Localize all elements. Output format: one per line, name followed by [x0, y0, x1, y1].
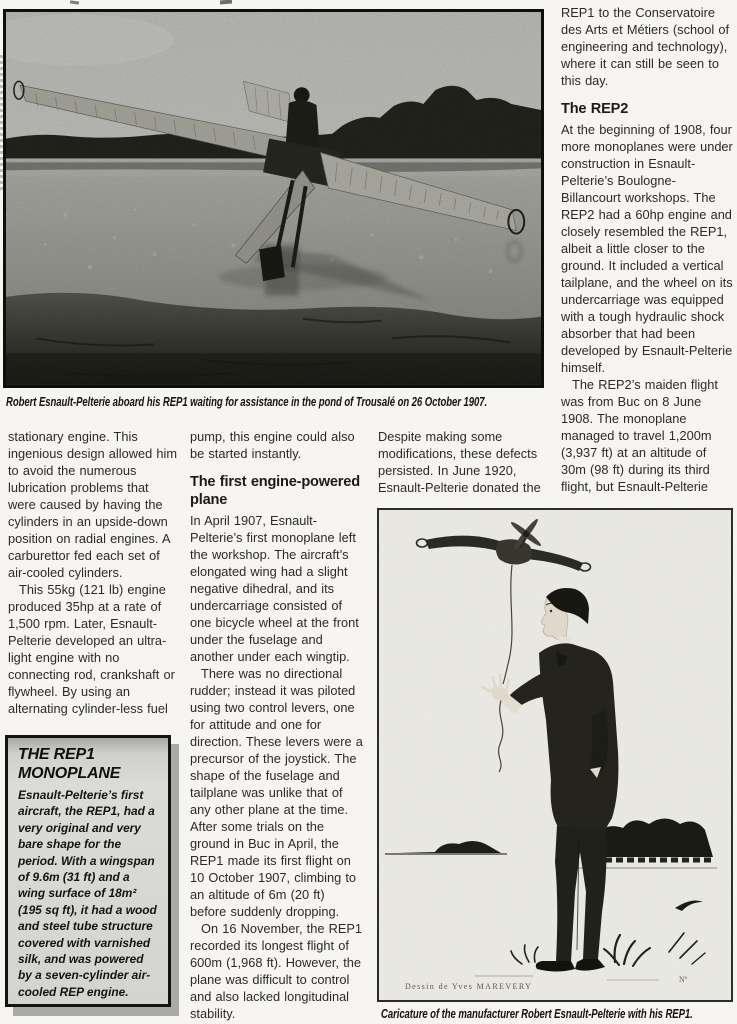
- caricature-figure: [377, 508, 733, 1002]
- column-three: [378, 428, 549, 496]
- body-paragraph: In April 1907, Esnault-Pelterie’s first monoplane left the workshop. The aircraft’s elongated wing had a slight negative dihedral, and its undercarriage consisted of one bicycle wheel at the front under the fuselage and another under each wingtip.: [190, 513, 359, 664]
- body-paragraph: Despite making some modifications, these defects persisted. In June 1920, Esnault-Pelterie donated the: [378, 429, 541, 495]
- section-heading-first-engine-powered-plane: The first engine-powered plane: [190, 474, 360, 508]
- body-paragraph: REP1 to the Conservatoire des Arts et Métiers (school of engineering and technology), where it can still be seen to this day.: [561, 5, 730, 88]
- section-heading-rep2: The REP2: [561, 101, 629, 117]
- column-two: [190, 428, 364, 1022]
- sidebar-title: THE REP1 MONOPLANE: [18, 746, 121, 782]
- caricature-mark: Nº: [679, 975, 688, 984]
- sidebar-body: Esnault-Pelterie’s first aircraft, the REP1, had a very original and very bare shape for the period. With a wingspan of 9.6m (31 ft) and a wing surface of 18m² (195 sq ft), it had a wood and steel tube structure covered with varnished silk, and was powered by a seven-cylinder air-cooled REP engine.: [18, 788, 157, 999]
- scan-speck: [70, 0, 79, 4]
- caricature-caption-text: Caricature of the manufacturer Robert Esnault-Pelterie with his REP1.: [381, 1007, 693, 1021]
- caricature-illustration: [379, 510, 731, 1000]
- body-paragraph: stationary engine. This ingenious design allowed him to avoid the numerous lubrication problems that were caused by having the cylinders in an upside-down position on radial engines. A carburettor fed each set of air-cooled cylinders.: [8, 429, 177, 580]
- body-paragraph: At the beginning of 1908, four more monoplanes were under construction in Esnault-Pelterie’s Boulogne-Billancourt workshops. The REP2 had a 60hp engine and closely resembled the REP1, albeit a little closer to the ground. It included a vertical tailplane, and the wheel on its undercarriage was equipped with a tough hydraulic shock absorber that had been developed by Esnault-Pelterie himself.: [561, 122, 733, 375]
- body-paragraph: There was no directional rudder; instead it was piloted using two control levers, one for attitude and one for direction. These levers were a precursor of the joystick. The shape of the fuselage and tailplane was unlike that of any other plane at the time. After some trials on the ground in Buc in April, the REP1 made its first flight on 10 October 1907, climbing to an altitude of 6m (20 ft) before suddenly dropping.: [190, 666, 363, 919]
- body-paragraph: The REP2’s maiden flight was from Buc on 8 June 1908. The monoplane managed to travel 1,200m (3,937 ft) at an altitude of 30m (98 ft) during its third flight, but Esnault-Pelterie: [561, 377, 718, 494]
- rep1-monoplane-sidebar: [5, 735, 171, 1007]
- scan-speck: [220, 0, 232, 5]
- body-paragraph: pump, this engine could also be started instantly.: [190, 429, 355, 461]
- column-one: [8, 428, 180, 717]
- photo-caption-text: Robert Esnault-Pelterie aboard his REP1 waiting for assistance in the pond of Trousalé on 26 October 1907.: [6, 395, 488, 409]
- body-paragraph: This 55kg (121 lb) engine produced 35hp at a rate of 1,500 rpm. Later, Esnault-Pelterie developed an ultra-light engine with no connecting rod, crankshaft or flywheel. By using an alternating cylinder-less fuel: [8, 582, 175, 716]
- photo-caption: [6, 393, 546, 411]
- rep1-pond-photo-illustration: [6, 12, 541, 385]
- body-paragraph: On 16 November, the REP1 recorded its longest flight of 600m (1,968 ft). However, the plane was difficult to control and also lacked longitudinal stability.: [190, 921, 363, 1021]
- column-top-right: [561, 4, 735, 495]
- caricature-caption: [381, 1005, 737, 1023]
- rep1-pond-photo: [3, 9, 544, 388]
- caricature-credit: Dessin de Yves MAREVERY: [405, 982, 533, 991]
